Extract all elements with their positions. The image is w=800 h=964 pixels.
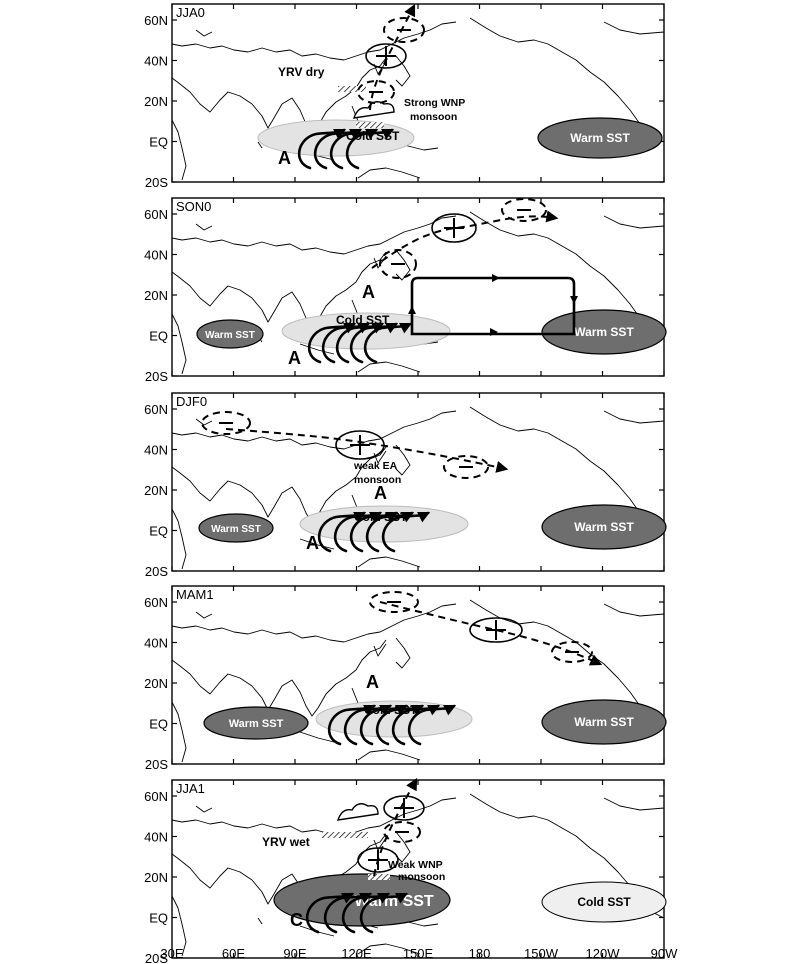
lat-label: 60N [144, 789, 168, 804]
sst-label: Cold SST [577, 895, 631, 909]
yrv-label: YRV wet [262, 835, 310, 849]
monsoon-label: monsoon [398, 871, 446, 883]
lat-label: 60N [144, 207, 168, 222]
lon-label: 60E [221, 946, 246, 961]
lon-label: 30E [160, 946, 184, 961]
season-label: JJA1 [176, 781, 205, 796]
lat-label: EQ [149, 910, 168, 926]
lon-label: 120E [341, 946, 372, 961]
yrv-label: YRV dry [278, 65, 325, 79]
lat-label: EQ [149, 328, 168, 344]
anticyclone-label: A [306, 533, 319, 553]
lon-label: 120W [585, 946, 620, 961]
lat-label: 60N [144, 595, 168, 610]
sst-label: Warm SST [574, 520, 634, 534]
lat-label: 20S [144, 175, 168, 190]
lat-label: 20N [144, 870, 168, 885]
panel-djf0 [144, 393, 666, 579]
lat-label: 40N [144, 829, 168, 845]
season-label: MAM1 [176, 587, 214, 602]
sst-label: Warm SST [228, 718, 284, 730]
lat-label: 40N [144, 53, 168, 69]
panel-son0 [144, 198, 666, 384]
lat-label: 60N [144, 402, 168, 417]
lat-label: 20N [144, 676, 168, 691]
lat-label: 40N [144, 247, 168, 263]
season-label: SON0 [176, 199, 212, 214]
lon-label: 90E [283, 946, 307, 961]
dry-hatch [338, 86, 366, 92]
anticyclone-label: A [362, 282, 375, 302]
cold-sst-label: Cold SST [364, 703, 418, 717]
lat-label: 20S [144, 369, 168, 384]
lat-label: 40N [144, 635, 168, 651]
lat-label: 20S [144, 757, 168, 772]
cold-sst-label: Cold SST [336, 313, 390, 327]
monsoon-label: Strong WNP [404, 97, 466, 109]
warm-sst-label: Warm SST [354, 893, 434, 910]
monsoon-label: Weak WNP [388, 859, 443, 871]
anticyclone-label: A [278, 148, 291, 168]
season-label: DJF0 [176, 394, 208, 409]
lon-label: 90W [650, 946, 678, 961]
cold-sst-label: Cold SST [346, 129, 400, 143]
lat-label: 20S [144, 951, 168, 964]
season-label: JJA0 [176, 5, 205, 20]
panel-jja1 [144, 780, 666, 964]
lat-label: EQ [149, 134, 168, 150]
cyclone-label: C [290, 910, 303, 930]
sst-label: Warm SST [574, 325, 634, 339]
monsoon-label: monsoon [354, 474, 402, 486]
anticyclone-label: A [374, 483, 387, 503]
lat-label: 60N [144, 13, 168, 28]
monsoon-label: monsoon [410, 111, 458, 123]
lat-label: 20N [144, 94, 168, 109]
weak-ea-label: weak EA [354, 460, 398, 472]
sst-label: Warm SST [570, 131, 630, 145]
lon-label: 150E [402, 946, 434, 961]
lat-label: EQ [149, 523, 168, 539]
anticyclone-label: A [366, 672, 379, 692]
panel-jja0 [144, 4, 664, 190]
dry-hatch [368, 874, 390, 880]
rain-hatch [356, 122, 384, 128]
sst-label: Warm SST [574, 715, 634, 729]
lat-label: 40N [144, 442, 168, 458]
sst-label: Warm SST [205, 330, 255, 341]
longitude-axis [160, 946, 678, 961]
lon-label: 150W [524, 946, 558, 961]
lon-label: 180 [468, 946, 491, 961]
cold-sst-label: Cold SST [354, 510, 408, 524]
rain-hatch [322, 832, 368, 838]
lat-label: EQ [149, 716, 168, 732]
anticyclone-label: A [288, 348, 301, 368]
lat-label: 20S [144, 564, 168, 579]
lat-label: 20N [144, 288, 168, 303]
panel-mam1 [144, 586, 666, 772]
sst-label: Warm SST [211, 524, 261, 535]
lat-label: 20N [144, 483, 168, 498]
